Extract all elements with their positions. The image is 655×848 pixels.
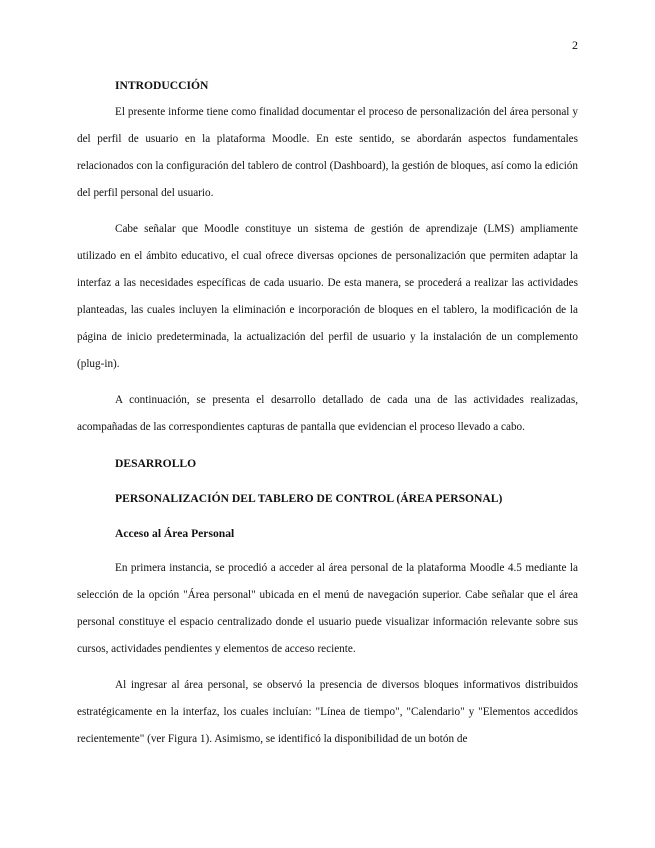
intro-paragraph-3: A continuación, se presenta el desarrollo detallado de cada una de las actividades realizadas, acompañadas de las correspondientes capturas de pantalla que evidencian el proceso llevado a cabo. [77, 394, 578, 433]
page-number: 2 [572, 38, 578, 52]
access-paragraph-2: Al ingresar al área personal, se observó la presencia de diversos bloques informativos distribuidos estratégicamente en la interfaz, los cuales incluían: "Línea de tiempo", "Calendario" y "Elementos accedidos recientemente" (ver Figura 1). Asimismo, se identificó la disponibilidad de un botón de [77, 679, 578, 745]
access-paragraph-1: En primera instancia, se procedió a acceder al área personal de la plataforma Moodle 4.5 mediante la selección de la opción "Área personal" ubicada en el menú de navegación superior. Cabe señalar que el área personal constituye el espacio centralizado donde el usuario puede visualizar información relevante sobre sus cursos, actividades pendientes y elementos de acceso reciente. [77, 562, 578, 655]
development-heading: DESARROLLO [115, 457, 197, 470]
dashboard-heading: PERSONALIZACIÓN DEL TABLERO DE CONTROL (ÁREA PERSONAL) [115, 492, 503, 505]
intro-heading: INTRODUCCIÓN [115, 79, 209, 92]
intro-paragraph-1: El presente informe tiene como finalidad documentar el proceso de personalización del área personal y del perfil de usuario en la plataforma Moodle. En este sentido, se abordarán aspectos fundamentales relacionados con la configuración del tablero de control (Dashboard), la gestión de bloques, así como la edición del perfil personal del usuario. [77, 106, 578, 199]
access-subheading: Acceso al Área Personal [115, 527, 235, 540]
document-body [77, 72, 578, 762]
intro-paragraph-2: Cabe señalar que Moodle constituye un sistema de gestión de aprendizaje (LMS) ampliamente utilizado en el ámbito educativo, el cual ofrece diversas opciones de personalización que permiten adaptar la interfaz a las necesidades específicas de cada usuario. De esta manera, se procederá a realizar las actividades planteadas, las cuales incluyen la eliminación e incorporación de bloques en el tablero, la modificación de la página de inicio predeterminada, la actualización del perfil de usuario y la instalación de un complemento (plug-in). [77, 223, 578, 370]
